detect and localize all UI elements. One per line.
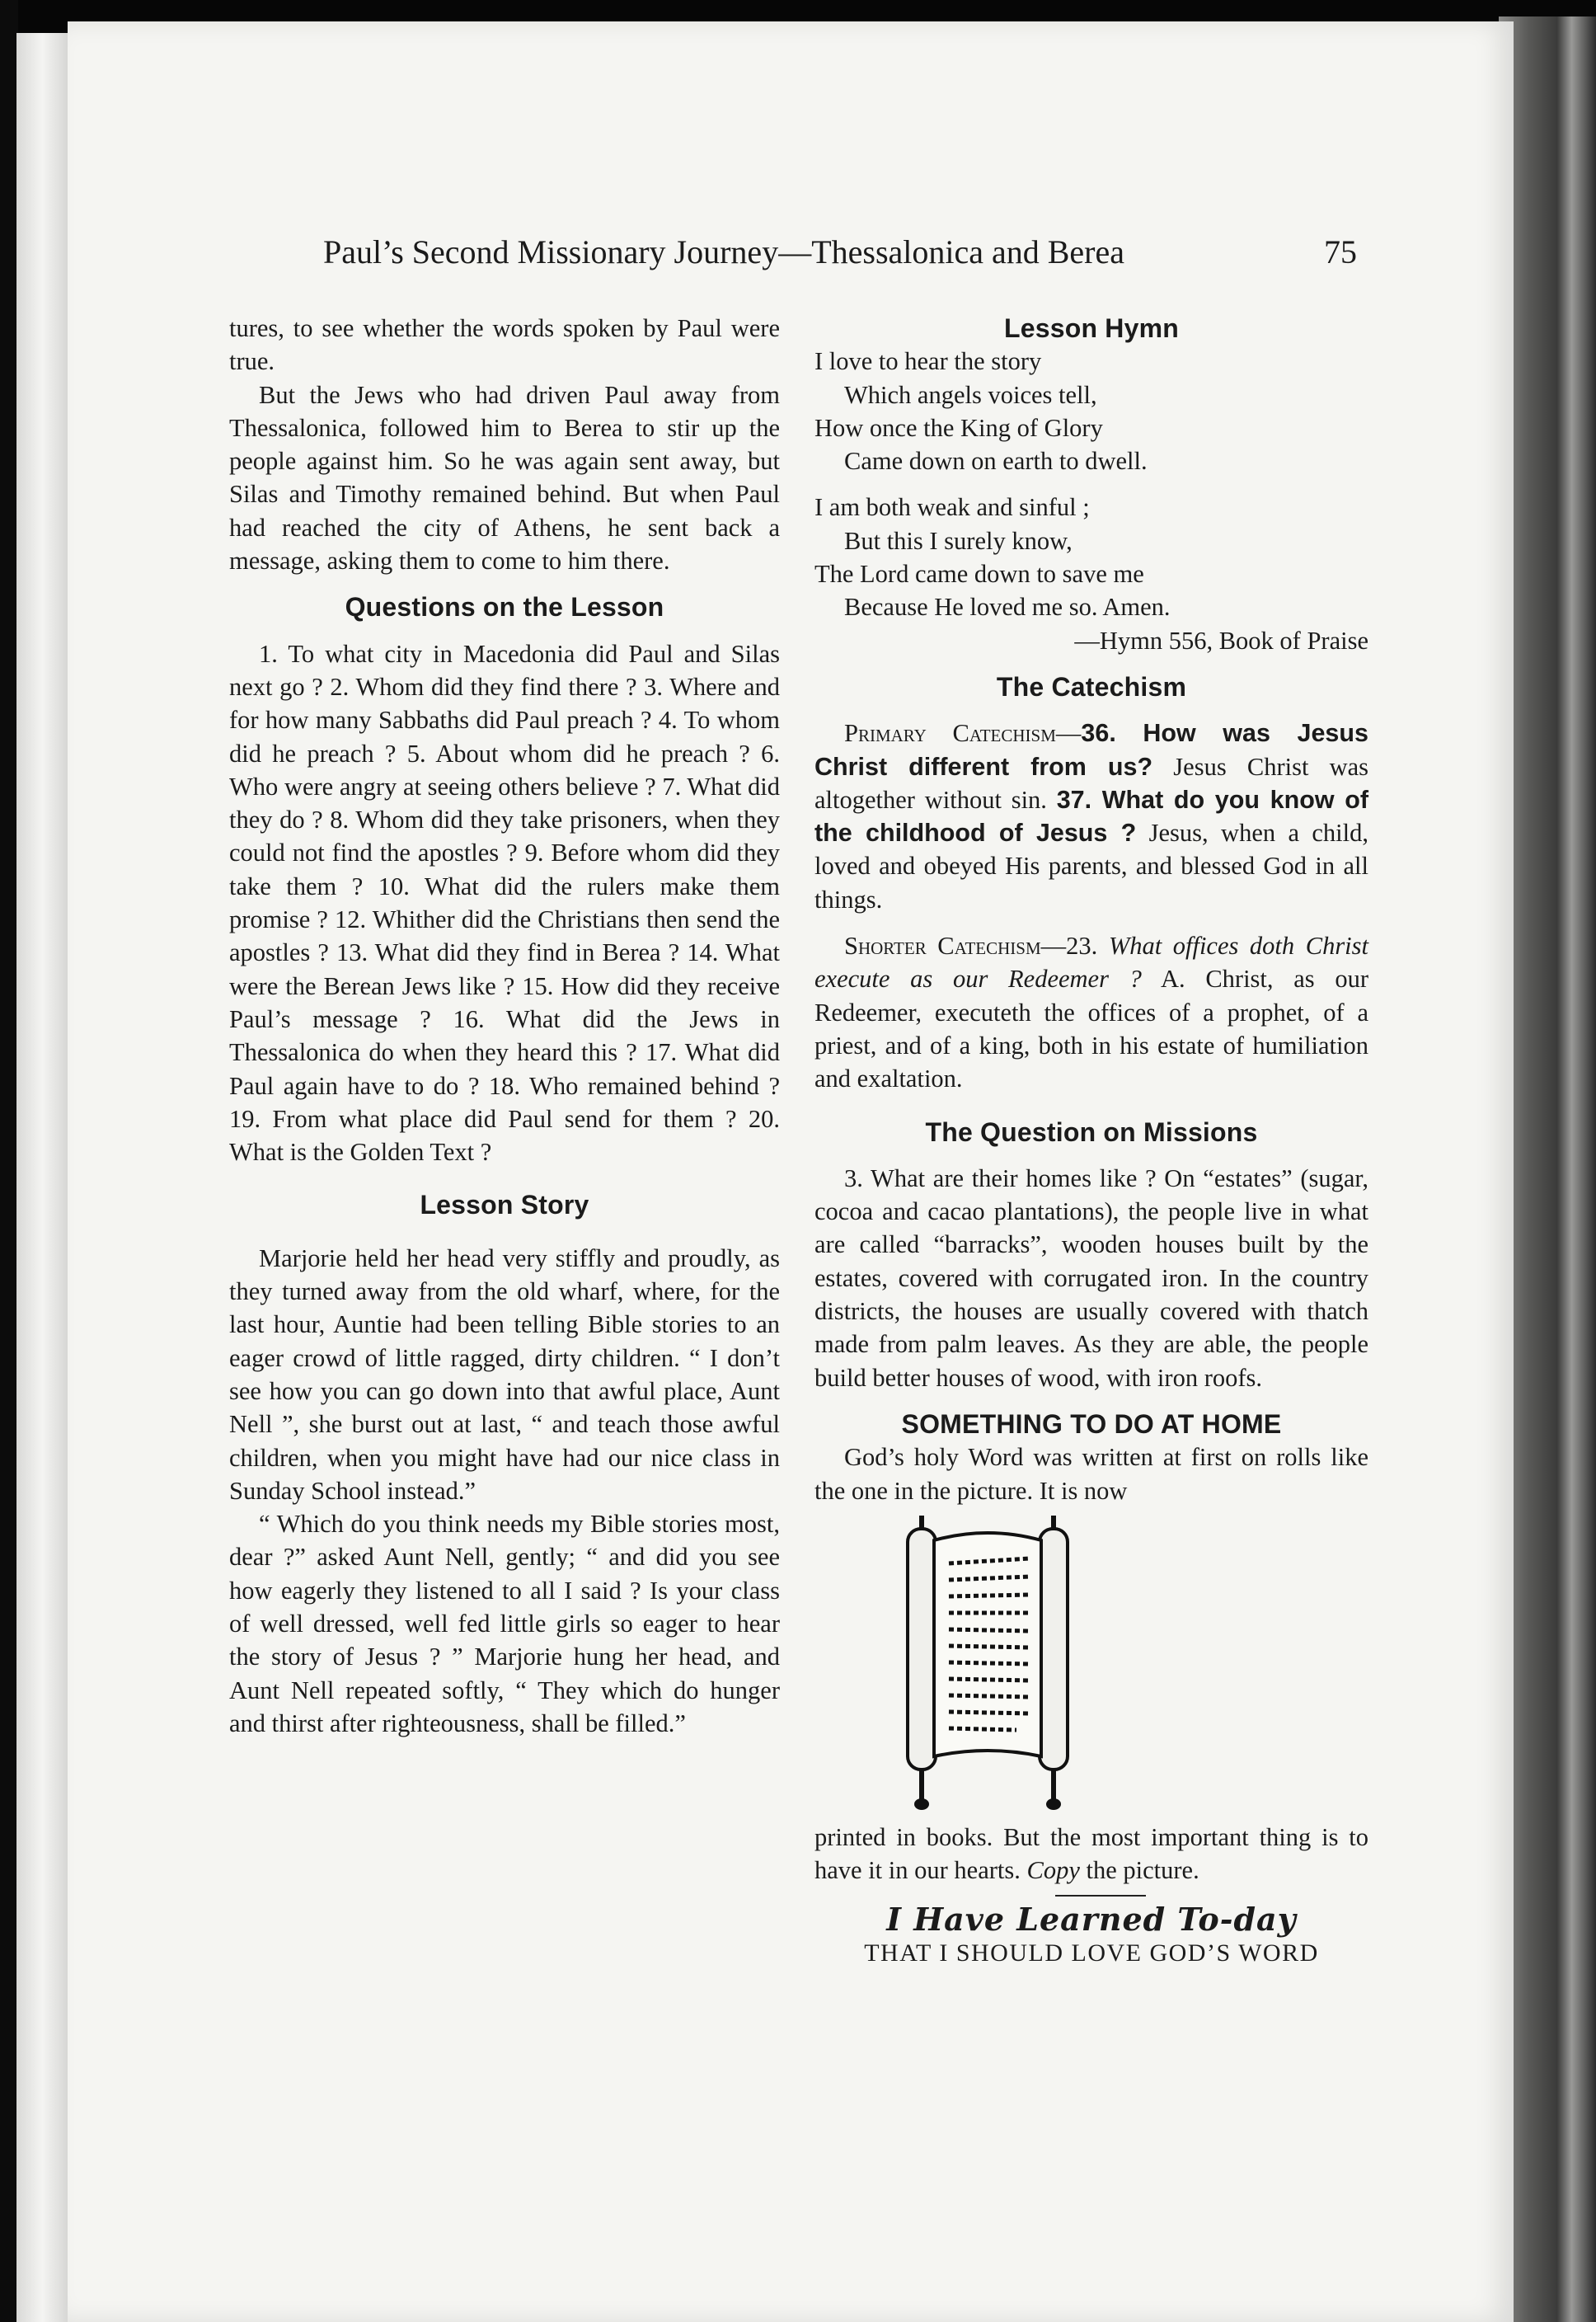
hymn-line: Came down on earth to dwell.: [844, 447, 1148, 476]
primary-catechism-label: Primary Catechism—: [844, 719, 1082, 748]
shorter-question-number: 23.: [1066, 932, 1098, 961]
scroll-illustration: [814, 1507, 1368, 1821]
hymn-stanza-1: [814, 345, 1368, 477]
divider-rule: [1055, 1895, 1146, 1897]
home-activity-text-cont: [814, 1821, 1368, 1887]
home-text-part: printed in books. But the most important thing is to have it in our hearts.: [814, 1822, 1368, 1885]
shorter-answer: A. Christ, as our Redeemer, executeth the offices of a prophet, of a priest, and of a king, both in his estate of humiliation and exaltation.: [814, 965, 1368, 1093]
primary-answer-37: Jesus, when a child, loved and obeyed His parents, and blessed God in all things.: [814, 819, 1369, 914]
scroll-icon: [893, 1516, 1082, 1812]
paragraph-jews: But the Jews who had driven Paul away from Thessalonica, followed him to Berea to stir up the people against him. So he was again sent away, but Silas and Timothy remained behind. But when Paul had reached the city of Athens, he sent back a message, asking them to come to him there.: [229, 380, 780, 576]
shorter-catechism: [814, 929, 1368, 1095]
primary-question-37: 37. What do you know of the childhood of Jesus ?: [814, 785, 1369, 848]
lesson-hymn-heading: Lesson Hymn: [1003, 313, 1180, 343]
hymn-line: But this I surely know,: [844, 526, 1073, 555]
hymn-line: Which angels voices tell,: [844, 380, 1097, 409]
running-title: Paul’s Second Missionary Journey—Thessalonica and Berea: [323, 233, 1125, 270]
lesson-story-heading: Lesson Story: [420, 1190, 589, 1220]
left-column: [229, 312, 780, 1740]
primary-answer-36: Jesus Christ was altogether without sin.: [814, 752, 1368, 814]
story-paragraph-1: Marjorie held her head very stiffly and proudly, as they turned away from the old wharf, where, for the last hour, Auntie had been telling Bible stories to an eager crowd of little ragged, dirty children. “ I don’t see how you can go down into that awful place, Aunt Nell ”, she burst out at last, “ and teach those awful children, when you might have had our nice class in Sunday School instead.”: [229, 1243, 780, 1505]
hymn-line: The Lord came down to save me: [814, 560, 1144, 589]
book-gutter: [16, 33, 74, 2322]
hymn-line: How once the King of Glory: [814, 413, 1103, 442]
scan-border-left: [0, 0, 18, 2322]
catechism-heading: The Catechism: [996, 671, 1187, 702]
primary-catechism: [814, 717, 1368, 916]
shorter-question: What offices doth Christ execute as our Redeemer ?: [814, 932, 1368, 994]
page-number: 75: [1324, 233, 1357, 270]
hymn-line: I am both weak and sinful ;: [814, 493, 1090, 522]
hymn-line: I love to hear the story: [814, 347, 1042, 376]
missions-heading: The Question on Missions: [925, 1116, 1258, 1147]
hymn-attribution: —Hymn 556, Book of Praise: [1074, 626, 1368, 655]
questions-list: 1. To what city in Macedonia did Paul and Silas next go ? 2. Whom did they find there ? 3. Where and for how many Sabbaths did Paul preach ? 4. To whom did he preach ? 5. About whom did he preach ? 6. Who were angry at seeing others believe ? 7. What did they do ? 8. Whom did they take prisoners, when they could not find the apostles ? 9. Before whom did they take them ? 10. What did the rulers make them promise ? 12. Whither did the Christians then send the apostles ? 13. What did they find in Berea ? 14. What were the Berean Jews like ? 15. How did they receive Paul’s message ? 16. What did the Jews in Thessalonica do when they heard this ? 17. What did Paul again have to do ? 18. Who remained behind ? 19. From what place did Paul send for them ? 20. What is the Golden Text ?: [229, 639, 780, 1167]
learned-text: THAT I SHOULD LOVE GOD’S WORD: [864, 1939, 1319, 1967]
right-column: [814, 312, 1368, 1970]
learned-heading: I Have Learned To-day: [886, 1901, 1297, 1939]
home-activity-text: God’s holy Word was written at first on rolls like the one in the picture. It is now: [814, 1443, 1368, 1505]
home-activity-heading: SOMETHING TO DO AT HOME: [901, 1408, 1282, 1439]
hymn-stanza-2: [814, 491, 1368, 623]
questions-heading: Questions on the Lesson: [345, 592, 664, 623]
paragraph-continuation: tures, to see whether the words spoken by Paul were true.: [229, 314, 780, 376]
copy-word: Copy: [1026, 1856, 1080, 1885]
hymn-line: Because He loved me so. Amen.: [844, 593, 1171, 622]
home-text-part: the picture.: [1086, 1856, 1199, 1885]
primary-question-36: 36. How was Jesus Christ different from us?: [814, 719, 1368, 781]
running-header: [323, 233, 1370, 282]
missions-text: 3. What are their homes like ? On “estates” (sugar, cocoa and cacao plantations), the people live in what are called “barracks”, wooden houses built by the estates, covered with corrugated iron. In the country districts, the houses are usually covered with thatch made from palm leaves. As they are able, the people build better houses of wood, with iron roofs.: [814, 1163, 1368, 1392]
shorter-catechism-label: Shorter Catechism—: [844, 932, 1067, 961]
story-paragraph-2: “ Which do you think needs my Bible stories most, dear ?” asked Aunt Nell, gently; “ and did you see how eagerly they listened to all I said ? Is your class of well dressed, well fed little girls so eager to hear the story of Jesus ? ” Marjorie hung her head, and Aunt Nell repeated softly, “ They which do hunger and thirst after righteousness, shall be filled.”: [229, 1510, 780, 1737]
